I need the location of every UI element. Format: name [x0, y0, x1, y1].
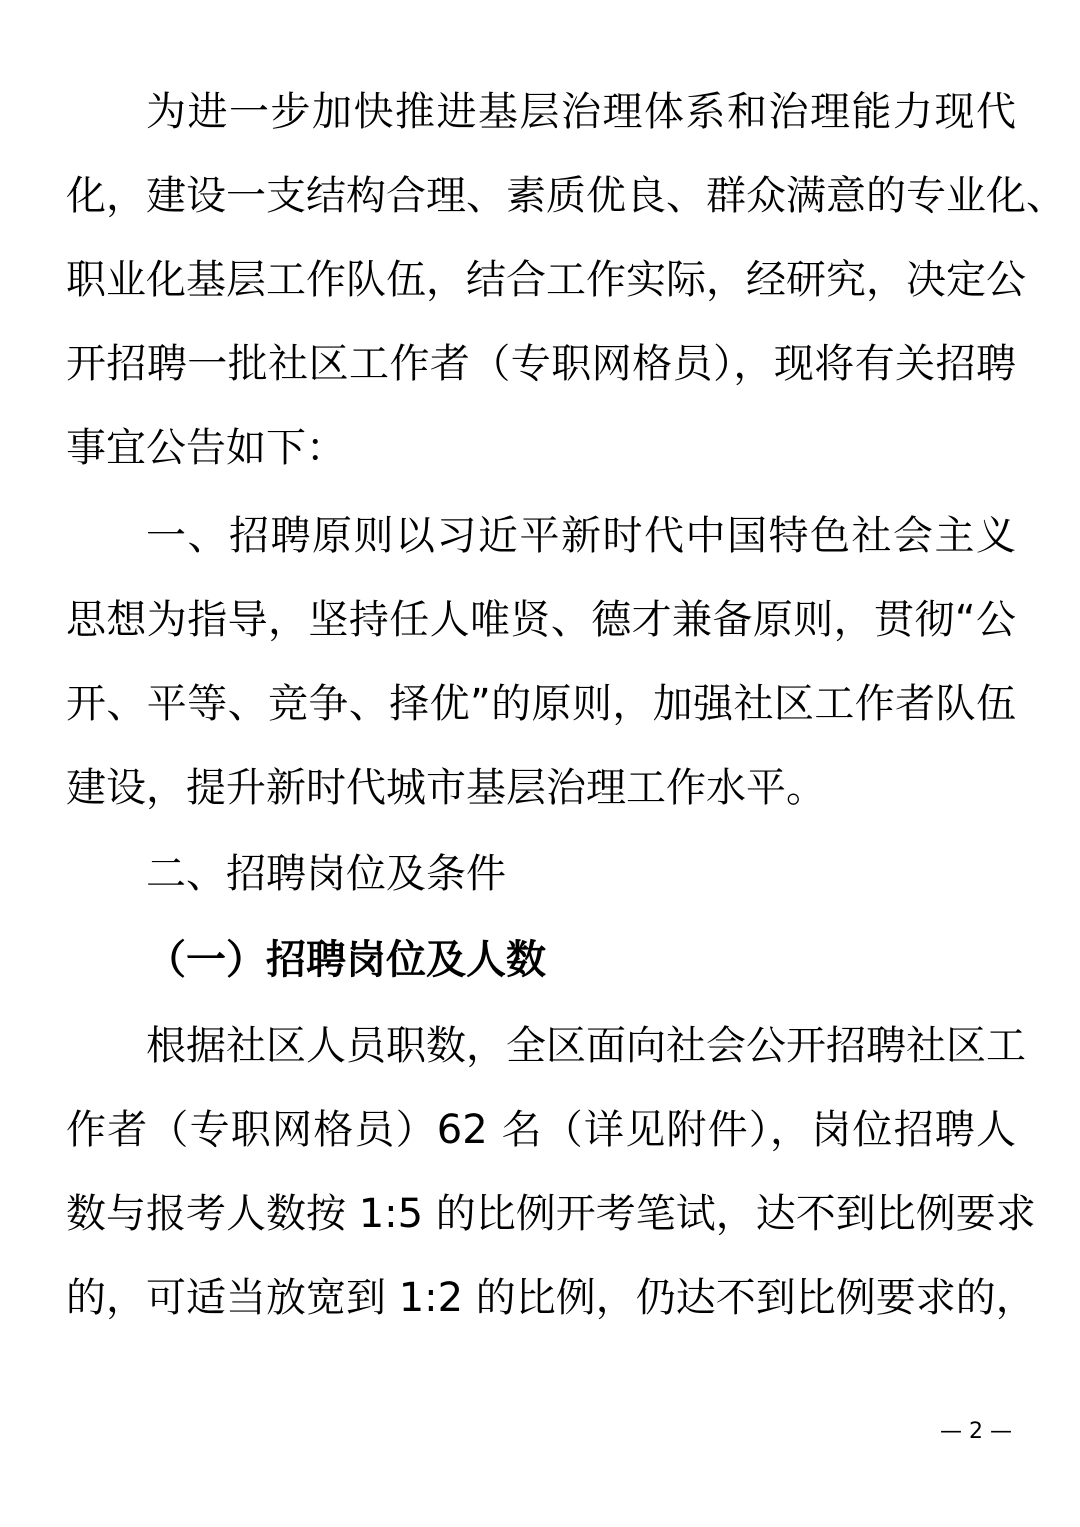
paragraph-2-line-1: 一、招聘原则以习近平新时代中国特色社会主义 — [146, 513, 1016, 559]
paragraph-2-line-4: 建设，提升新时代城市基层治理工作水平。 — [66, 765, 826, 811]
paragraph-3-line-3: 数与报考人数按 1:5 的比例开考笔试，达不到比例要求 — [66, 1191, 1036, 1237]
paragraph-1-line-2: 化，建设一支结构合理、素质优良、群众满意的专业化、 — [66, 173, 1066, 219]
paragraph-3-line-1: 根据社区人员职数，全区面向社会公开招聘社区工 — [146, 1023, 1026, 1069]
paragraph-2-line-2: 思想为指导，坚持任人唯贤、德才兼备原则，贯彻“公 — [66, 597, 1016, 643]
paragraph-3-line-4: 的，可适当放宽到 1:2 的比例，仍达不到比例要求的， — [66, 1275, 1036, 1321]
paragraph-1-line-3: 职业化基层工作队伍，结合工作实际，经研究，决定公 — [66, 257, 1026, 303]
paragraph-1-line-1: 为进一步加快推进基层治理体系和治理能力现代 — [146, 89, 1016, 135]
paragraph-1-line-4: 开招聘一批社区工作者（专职网格员），现将有关招聘 — [66, 341, 1016, 387]
page-number: — 2 — — [940, 1419, 1012, 1444]
paragraph-3-line-2: 作者（专职网格员）62 名（详见附件），岗位招聘人 — [66, 1107, 1016, 1153]
paragraph-2-line-3: 开、平等、竞争、择优”的原则，加强社区工作者队伍 — [66, 681, 1016, 727]
section-heading: 二、招聘岗位及条件 — [146, 851, 506, 897]
subsection-heading: （一）招聘岗位及人数 — [146, 937, 546, 983]
paragraph-1-line-5: 事宜公告如下： — [66, 425, 346, 471]
